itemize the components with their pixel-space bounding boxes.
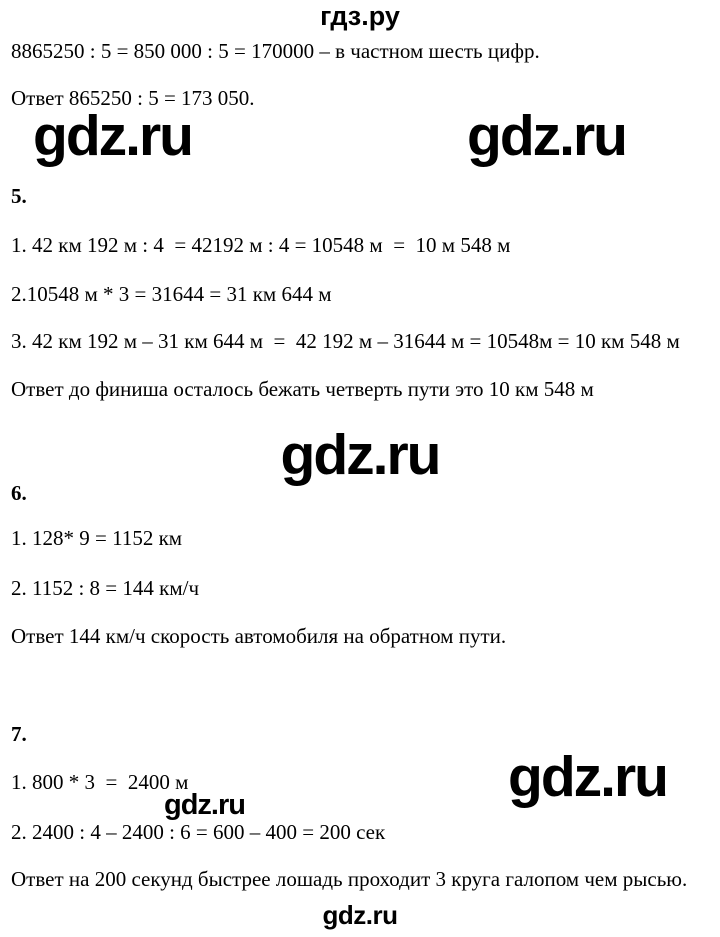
- watermark-bottom-right: gdz.ru: [508, 745, 667, 809]
- task5-step-2: 2.10548 м * 3 = 31644 = 31 км 644 м: [11, 282, 332, 306]
- site-title-watermark: гдз.ру: [320, 1, 400, 31]
- task6-step-1: 1. 128* 9 = 1152 км: [11, 526, 183, 550]
- watermark-footer: gdz.ru: [322, 900, 398, 930]
- intro-equation-line: 8865250 : 5 = 850 000 : 5 = 170000 – в частном шесть цифр.: [11, 39, 540, 63]
- task6-answer: Ответ 144 км/ч скорость автомобиля на обратном пути.: [11, 624, 507, 648]
- task5-answer: Ответ до финиша осталось бежать четверть пути это 10 км 548 м: [11, 377, 594, 401]
- intro-answer-line: Ответ 865250 : 5 = 173 050.: [11, 86, 255, 110]
- task5-step-1: 1. 42 км 192 м : 4 = 42192 м : 4 = 10548 м = 10 м 548 м: [11, 233, 511, 257]
- watermark-top-right: gdz.ru: [467, 104, 626, 168]
- task7-step-1: 1. 800 * 3 = 2400 м: [11, 770, 189, 794]
- task7-step-2: 2. 2400 : 4 – 2400 : 6 = 600 – 400 = 200 сек: [11, 820, 386, 844]
- task6-step-2: 2. 1152 : 8 = 144 км/ч: [11, 576, 200, 600]
- watermark-top-left: gdz.ru: [33, 104, 192, 168]
- task6-number: 6.: [11, 481, 27, 505]
- task7-answer: Ответ на 200 секунд быстрее лошадь проходит 3 круга галопом чем рысью.: [11, 867, 688, 891]
- task5-number: 5.: [11, 184, 27, 208]
- watermark-small-center: gdz.ru: [164, 789, 245, 821]
- task5-step-3: 3. 42 км 192 м – 31 км 644 м = 42 192 м – 31644 м = 10548м = 10 км 548 м: [11, 329, 680, 353]
- task7-number: 7.: [11, 722, 27, 746]
- watermark-middle: gdz.ru: [280, 423, 440, 487]
